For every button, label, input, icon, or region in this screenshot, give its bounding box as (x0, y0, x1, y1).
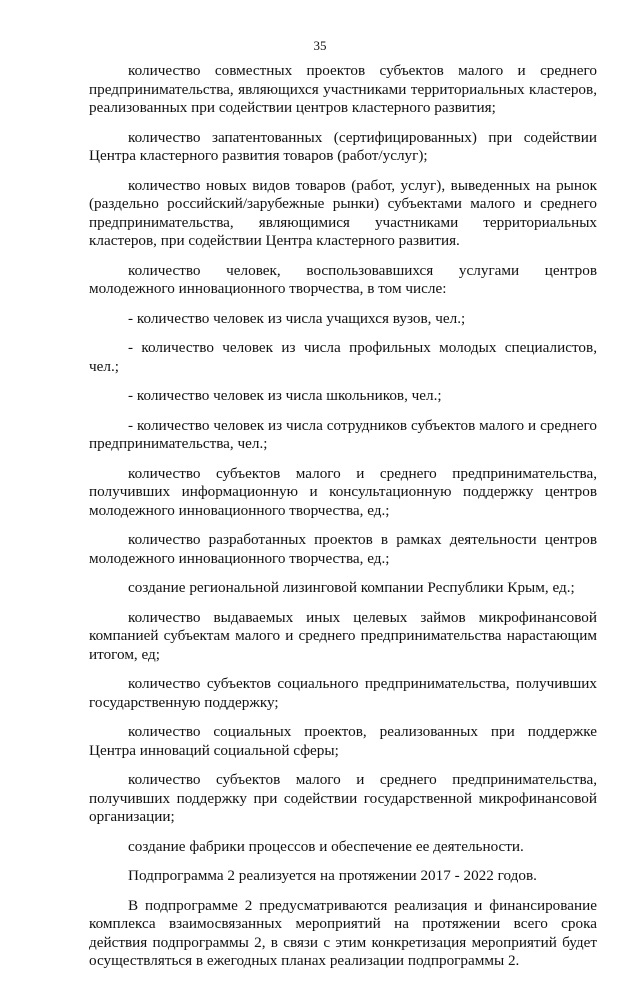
paragraph: создание региональной лизинговой компании Республики Крым, ед.; (128, 579, 575, 596)
list-item: - количество человек из числа профильных молодых специалистов, чел.; (89, 339, 597, 375)
paragraph: количество разработанных проектов в рамках деятельности центров молодежного инновационного творчества, ед.; (89, 531, 597, 567)
paragraph: количество выдаваемых иных целевых займов микрофинансовой компанией субъектам малого и среднего предпринимательства нарастающим итогом, ед; (89, 608, 597, 663)
paragraph: количество человек, воспользовавшихся услугами центров молодежного инновационного творчества, в том числе: (89, 261, 597, 297)
paragraph: количество новых видов товаров (работ, услуг), выведенных на рынок (раздельно российский/зарубежные рынки) субъектами малого и среднего предпринимательства, являющимися участниками территориальных кластеров, при содействии Центра кластерного развития. (89, 176, 597, 249)
paragraph: количество социальных проектов, реализованных при поддержке Центра инноваций социальной сферы; (89, 723, 597, 759)
paragraph: Подпрограмма 2 реализуется на протяжении 2017 - 2022 годов. (128, 867, 537, 884)
list-item: - количество человек из числа сотрудников субъектов малого и среднего предпринимательства, чел.; (89, 416, 597, 452)
paragraph: создание фабрики процессов и обеспечение ее деятельности. (128, 837, 524, 855)
document-body (89, 62, 597, 982)
list-item: - количество человек из числа школьников, чел.; (128, 387, 442, 404)
paragraph: количество совместных проектов субъектов малого и среднего предпринимательства, являющихся участниками территориальных кластеров, реализованных при содействии центров кластерного развития; (89, 62, 597, 116)
paragraph: количество субъектов малого и среднего предпринимательства, получивших информационную и консультационную поддержку центров молодежного инновационного творчества, ед.; (89, 464, 597, 519)
page-number: 35 (313, 38, 327, 53)
paragraph: количество субъектов социального предпринимательства, получивших государственную поддержку; (89, 675, 597, 711)
paragraph: количество запатентованных (сертифицированных) при содействии Центра кластерного развития товаров (работ/услуг); (89, 128, 597, 164)
list-item: - количество человек из числа учащихся вузов, чел.; (128, 309, 466, 327)
paragraph: В подпрограмме 2 предусматриваются реализация и финансирование комплекса взаимосвязанных мероприятий на протяжении всего срока действия подпрограммы 2, в связи с этим конкретизация мероприятий будет осуществляться в ежегодных планах реализации подпрограммы 2. (89, 896, 597, 969)
paragraph: количество субъектов малого и среднего предпринимательства, получивших поддержку при содействии государственной микрофинансовой организации; (89, 771, 597, 825)
